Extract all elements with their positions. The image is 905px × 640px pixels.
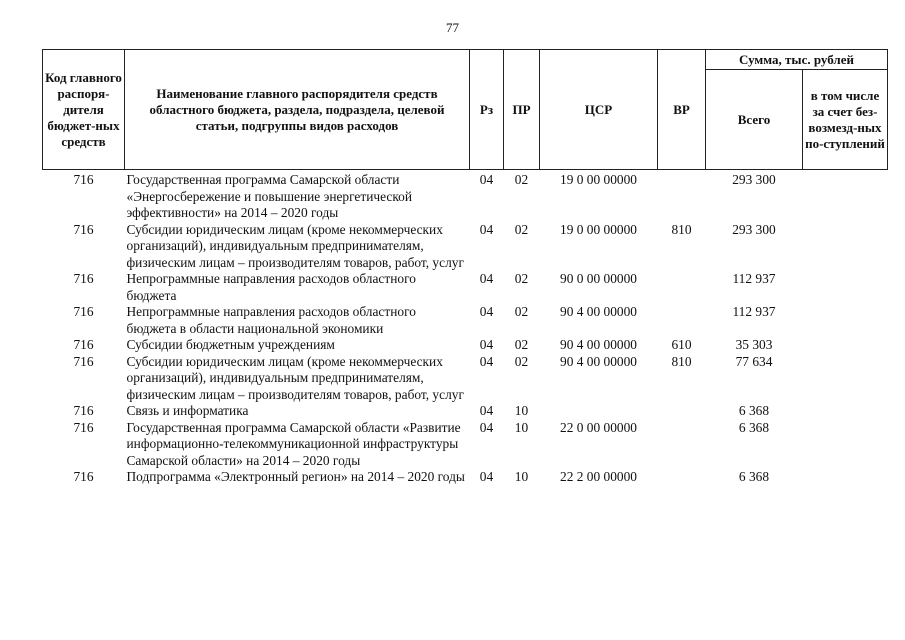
cell-pr: 10	[514, 469, 529, 484]
cell-pr: 02	[514, 337, 529, 352]
cell-pr: 02	[514, 304, 529, 319]
cell-csr: 90 4 00 00000	[560, 353, 637, 369]
table-row	[43, 337, 888, 354]
cell-csr: 22 2 00 00000	[560, 469, 637, 484]
cell-vr	[658, 271, 706, 304]
cell-rz: 04	[479, 337, 494, 352]
header-sum-group: Сумма, тыс. рублей	[706, 50, 888, 70]
cell-code: 716	[73, 419, 94, 435]
table-row	[43, 222, 888, 272]
cell-code: 716	[73, 403, 94, 418]
table-row	[43, 469, 888, 486]
cell-total: 6 368	[738, 403, 770, 418]
cell-vr: 610	[671, 337, 692, 352]
cell-vr	[658, 469, 706, 486]
cell-total: 112 937	[732, 304, 776, 319]
header-code: Код главного распоря-дителя бюджет-ных средств	[43, 50, 125, 170]
cell-name: Государственная программа Самарской области «Энергосбережение и повышение энергетической эффективности» на 2014 – 2020 годы	[126, 172, 413, 220]
cell-name: Непрограммные направления расходов областного бюджета	[126, 271, 416, 303]
cell-including	[803, 222, 888, 272]
header-rz: Рз	[470, 50, 504, 170]
cell-vr	[658, 403, 706, 420]
cell-total: 6 368	[738, 469, 770, 484]
cell-total: 293 300	[732, 172, 776, 187]
cell-including	[803, 170, 888, 222]
budget-table	[42, 49, 888, 486]
cell-csr: 19 0 00 00000	[560, 221, 637, 237]
cell-pr: 10	[514, 403, 529, 418]
cell-name: Государственная программа Самарской области «Развитие информационно-телекоммуникационной инфраструктуры Самарской области» на 2014 – 2020 годы	[126, 419, 461, 468]
cell-code: 716	[73, 337, 94, 352]
cell-vr	[658, 170, 706, 222]
cell-code: 716	[73, 469, 94, 484]
header-csr: ЦСР	[540, 50, 658, 170]
cell-rz: 04	[479, 304, 494, 319]
cell-csr	[540, 403, 658, 420]
cell-code: 716	[73, 304, 94, 319]
table-row	[43, 420, 888, 470]
cell-code: 716	[73, 221, 94, 237]
cell-name: Субсидии бюджетным учреждениям	[126, 337, 335, 352]
cell-csr: 90 4 00 00000	[560, 304, 637, 319]
table-row	[43, 354, 888, 404]
header-including: в том числе за счет без-возмезд-ных по-ступлений	[803, 70, 888, 170]
table-body	[43, 170, 888, 486]
cell-rz: 04	[479, 403, 494, 418]
cell-csr: 90 4 00 00000	[560, 337, 637, 352]
cell-rz: 04	[479, 221, 494, 237]
cell-total: 77 634	[735, 353, 773, 369]
cell-including	[803, 420, 888, 470]
cell-rz: 04	[479, 172, 494, 187]
header-name: Наименование главного распорядителя средств областного бюджета, раздела, подраздела, целевой статьи, подгруппы видов расходов	[125, 50, 470, 170]
cell-rz: 04	[479, 271, 494, 286]
cell-vr: 810	[671, 221, 692, 237]
cell-csr: 90 0 00 00000	[560, 271, 637, 286]
cell-vr	[658, 420, 706, 470]
cell-total: 293 300	[732, 221, 776, 237]
cell-pr: 02	[514, 172, 529, 187]
cell-total: 112 937	[732, 271, 776, 286]
cell-including	[803, 304, 888, 337]
cell-rz: 04	[479, 353, 494, 369]
cell-name: Связь и информатика	[126, 403, 249, 418]
cell-rz: 04	[479, 419, 494, 435]
cell-code: 716	[73, 271, 94, 286]
cell-pr: 02	[514, 353, 529, 369]
cell-vr	[658, 304, 706, 337]
cell-pr: 02	[514, 271, 529, 286]
cell-total: 6 368	[738, 419, 770, 435]
table-row	[43, 170, 888, 222]
page-number: 77	[446, 20, 459, 35]
cell-name: Субсидии юридическим лицам (кроме некоммерческих организаций), индивидуальным предпринимателям, физическим лицам – производителям товаров, работ, услуг	[126, 221, 464, 270]
cell-total: 35 303	[735, 337, 773, 352]
table-row	[43, 271, 888, 304]
header-total: Всего	[706, 70, 803, 170]
cell-code: 716	[73, 172, 94, 187]
cell-including	[803, 403, 888, 420]
cell-including	[803, 469, 888, 486]
cell-including	[803, 337, 888, 354]
cell-pr: 02	[514, 221, 529, 237]
table-row	[43, 304, 888, 337]
cell-code: 716	[73, 353, 94, 369]
header-vr: ВР	[658, 50, 706, 170]
cell-name: Субсидии юридическим лицам (кроме некоммерческих организаций), индивидуальным предпринимателям, физическим лицам – производителям товаров, работ, услуг	[126, 353, 464, 402]
cell-including	[803, 354, 888, 404]
cell-pr: 10	[514, 419, 529, 435]
cell-rz: 04	[479, 469, 494, 484]
header-pr: ПР	[504, 50, 540, 170]
cell-including	[803, 271, 888, 304]
table-row	[43, 403, 888, 420]
cell-name: Непрограммные направления расходов областного бюджета в области национальной экономики	[126, 304, 416, 336]
cell-name: Подпрограмма «Электронный регион» на 2014 – 2020 годы	[126, 469, 465, 484]
cell-vr: 810	[671, 353, 692, 369]
cell-csr: 19 0 00 00000	[560, 172, 637, 187]
cell-csr: 22 0 00 00000	[560, 419, 637, 435]
table-header	[43, 50, 888, 170]
